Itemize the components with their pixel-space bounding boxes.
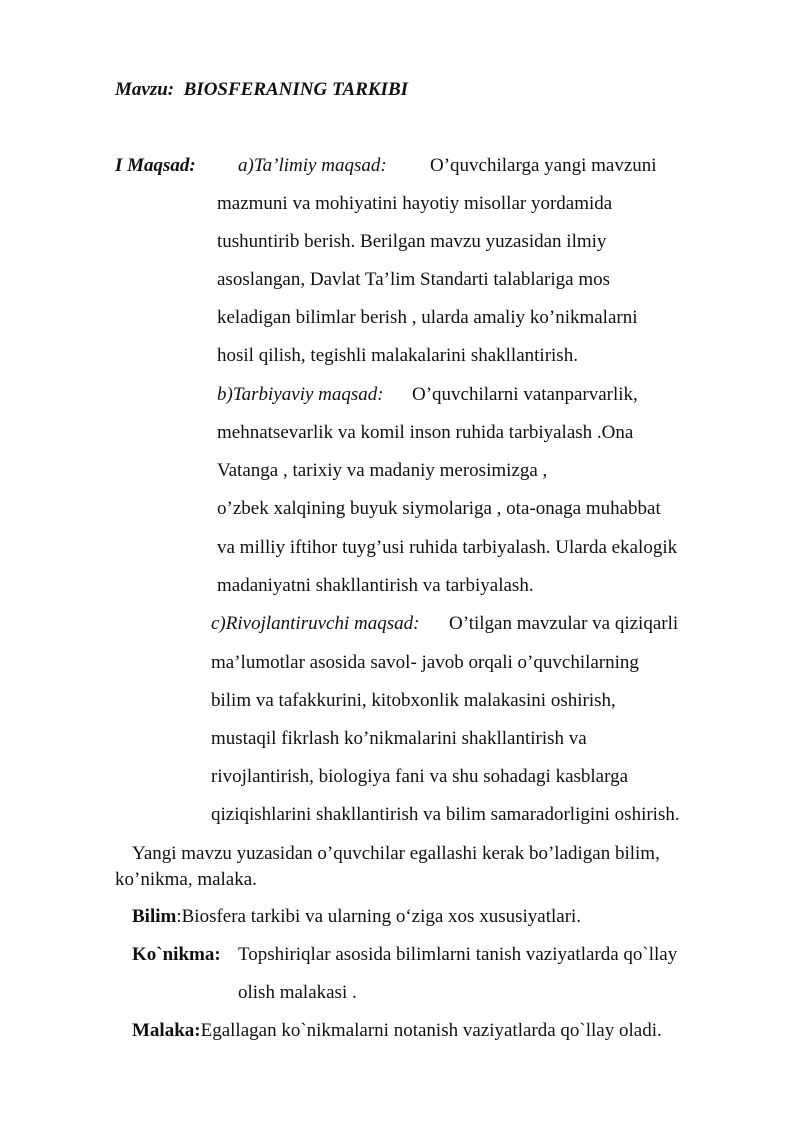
- tarbiyaviy-line: madaniyatni shakllantirish va tarbiyalash.: [217, 575, 534, 596]
- maqsad-label: I Maqsad:: [115, 155, 196, 176]
- talimiy-heading: a)Ta’limiy maqsad:: [238, 155, 387, 176]
- tarbiyaviy-line: Vatanga , tarixiy va madaniy merosimizga ,: [217, 460, 548, 481]
- konikma-line: olish malakasi .: [238, 982, 357, 1003]
- konikma-label: Ko`nikma:: [132, 944, 221, 965]
- malaka-row: [132, 1019, 662, 1043]
- talimiy-line: mazmuni va mohiyatini hayotiy misollar yordamida: [217, 193, 613, 214]
- talimiy-line: tushuntirib berish. Berilgan mavzu yuzasidan ilmiy: [217, 231, 607, 252]
- rivojlantiruvchi-line: O’tilgan mavzular va qiziqarli: [449, 613, 679, 634]
- tarbiyaviy-line: o’zbek xalqining buyuk siymolariga , ota-onaga muhabbat: [217, 498, 661, 519]
- talimiy-line: asoslangan, Davlat Ta’lim Standarti talablariga mos: [217, 269, 610, 290]
- rivojlantiruvchi-heading: c)Rivojlantiruvchi maqsad:: [211, 613, 420, 634]
- tarbiyaviy-heading: b)Tarbiyaviy maqsad:: [217, 384, 384, 405]
- intro-line: ko’nikma, malaka.: [115, 869, 257, 890]
- bilim-row: [132, 905, 581, 929]
- page-title: [115, 78, 408, 102]
- talimiy-line: keladigan bilimlar berish , ularda amaliy ko’nikmalarni: [217, 307, 638, 328]
- rivojlantiruvchi-line: mustaqil fikrlash ko’nikmalarini shakllantirish va: [211, 728, 587, 749]
- malaka-text: Egallagan ko`nikmalarni notanish vaziyatlarda qo`llay oladi.: [200, 1020, 662, 1041]
- intro-line: Yangi mavzu yuzasidan o’quvchilar egallashi kerak bo’ladigan bilim,: [132, 843, 660, 864]
- rivojlantiruvchi-line: rivojlantirish, biologiya fani va shu sohadagi kasblarga: [211, 766, 629, 787]
- talimiy-line: hosil qilish, tegishli malakalarini shakllantirish.: [217, 345, 578, 366]
- tarbiyaviy-line: va milliy iftihor tuyg’usi ruhida tarbiyalash. Ularda ekalogik: [217, 537, 678, 558]
- rivojlantiruvchi-line: ma’lumotlar asosida savol- javob orqali o’quvchilarning: [211, 652, 639, 673]
- malaka-label: Malaka:: [132, 1020, 201, 1041]
- title-prefix: Mavzu:: [115, 79, 175, 100]
- tarbiyaviy-line: mehnatsevarlik va komil inson ruhida tarbiyalash .Ona: [217, 422, 634, 443]
- talimiy-line: O’quvchilarga yangi mavzuni: [430, 155, 657, 176]
- bilim-text: :Biosfera tarkibi va ularning o‘ziga xos xususiyatlari.: [176, 906, 582, 927]
- konikma-line: Topshiriqlar asosida bilimlarni tanish vaziyatlarda qo`llay: [238, 944, 678, 965]
- tarbiyaviy-line: O’quvchilarni vatanparvarlik,: [412, 384, 638, 405]
- bilim-label: Bilim: [132, 906, 177, 927]
- rivojlantiruvchi-line: qiziqishlarini shakllantirish va bilim samaradorligini oshirish.: [211, 804, 680, 825]
- rivojlantiruvchi-line: bilim va tafakkurini, kitobxonlik malakasini oshirish,: [211, 690, 616, 711]
- title-text: BIOSFERANING TARKIBI: [183, 79, 409, 100]
